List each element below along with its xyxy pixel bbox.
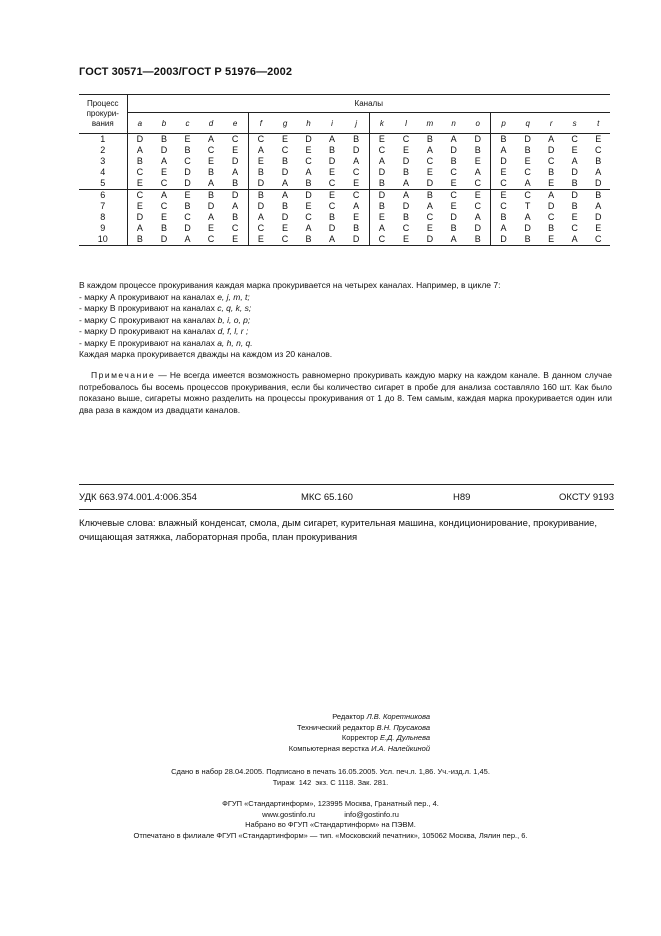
brand-cell: D <box>328 156 336 166</box>
print-details <box>0 767 661 788</box>
table-row <box>79 145 610 156</box>
brand-cell: A <box>232 167 239 177</box>
channel-header-a: a <box>127 113 152 134</box>
brand-cell: E <box>161 212 168 222</box>
brand-cell: C <box>524 190 531 200</box>
brand-cell: C <box>231 223 239 233</box>
brand-cell: A <box>136 223 143 233</box>
table-row <box>79 223 610 234</box>
brand-cell: D <box>369 167 394 178</box>
brand-cell: B <box>127 234 152 246</box>
brand-cell: E <box>305 201 312 211</box>
brand-cell: B <box>403 212 410 222</box>
process-number: 6 <box>79 190 127 202</box>
brand-cell: B <box>516 234 539 246</box>
brand-cell: D <box>402 201 410 211</box>
brand-cell: C <box>369 145 394 156</box>
table-row <box>79 156 610 167</box>
brand-cell: E <box>369 134 394 146</box>
brand-cell: D <box>231 156 239 166</box>
process-number: 3 <box>79 156 127 167</box>
brand-cell: E <box>282 134 289 144</box>
brand-cell: D <box>176 178 199 190</box>
print-line-1: Сдано в набор 28.04.2005. Подписано в печать 16.05.2005. Усл. печ.л. 1,86. Уч.-изд.л. 1,45. <box>171 767 490 776</box>
brand-cell: A <box>426 201 433 211</box>
brand-cell: B <box>403 167 410 177</box>
brand-cell: E <box>426 167 433 177</box>
brand-cell: B <box>450 223 457 233</box>
brand-cell: A <box>571 156 578 166</box>
brand-cell: D <box>231 190 239 200</box>
brand-cell: C <box>281 145 289 155</box>
brand-cell: E <box>442 178 465 190</box>
brand-cell: A <box>474 167 481 177</box>
staff-line <box>289 723 430 734</box>
brand-cell: E <box>353 212 360 222</box>
publisher-line-2: www.gostinfo.ru info@gostinfo.ru <box>262 809 399 819</box>
publisher-line-1: ФГУП «Стандартинформ», 123995 Москва, Гранатный пер., 4. <box>222 799 439 808</box>
channel-header-m: m <box>418 113 442 134</box>
brand-cell: C <box>426 212 434 222</box>
channel-header-i: i <box>320 113 343 134</box>
brand-cell: C <box>524 167 531 177</box>
brand-cell: B <box>548 223 555 233</box>
brand-cell: B <box>161 134 168 144</box>
brand-cell: B <box>491 212 516 223</box>
brand-cell: C <box>465 178 490 190</box>
brand-cell: C <box>402 134 410 144</box>
brand-cell: D <box>344 234 369 246</box>
brand-cell: B <box>465 234 490 246</box>
channel-header-g: g <box>273 113 296 134</box>
separator-middle <box>79 509 614 510</box>
brand-cell: A <box>491 145 516 156</box>
brand-cell: B <box>353 134 360 144</box>
brand-cell: E <box>524 156 531 166</box>
brand-cell: D <box>571 190 578 200</box>
brand-cell: A <box>426 145 433 155</box>
brand-cell: B <box>232 212 239 222</box>
brand-cell: B <box>548 167 555 177</box>
brand-cell: E <box>394 234 417 246</box>
brand-cell: D <box>547 145 555 155</box>
brand-cell: B <box>595 190 602 200</box>
brand-cell: C <box>491 201 516 212</box>
staff-line <box>289 733 430 744</box>
note-text: — Не всегда имеется возможность равномерно прокуривать каждую марку на каждом канале. В данном случае потребовалось бы восемь процессов прокуривания, если бы количество сигарет в пробе для анализа составляло 160 шт. Как было показано выше, сигареты можно разделить на процессы прокуривания от 1 до 8. Тем самым, каждая марка прокуривается один или два раза в каждом из двадцати каналов. <box>79 370 612 415</box>
channel-header-r: r <box>539 113 562 134</box>
item-channels: e, j, m, t; <box>217 291 250 302</box>
brand-cell: E <box>403 145 410 155</box>
brand-cell: A <box>442 234 465 246</box>
brand-cell: A <box>232 201 239 211</box>
brand-cell: A <box>329 134 336 144</box>
brand-cell: B <box>184 201 191 211</box>
brand-cell: D <box>524 223 531 233</box>
brand-cell: E <box>539 234 562 246</box>
brand-cell: E <box>136 201 143 211</box>
brand-cell: A <box>207 212 214 222</box>
brand-cell: E <box>305 145 312 155</box>
brand-cell: B <box>524 145 531 155</box>
brand-cell: E <box>426 223 433 233</box>
brand-cell: D <box>418 178 442 190</box>
item-channels: d, f, l, r ; <box>217 326 249 336</box>
channel-header-s: s <box>563 113 586 134</box>
brand-cell: D <box>352 145 360 155</box>
channel-header-f: f <box>248 113 273 134</box>
brand-cell: E <box>491 190 516 202</box>
brand-cell: C <box>547 212 555 222</box>
brand-cell: A <box>282 190 289 200</box>
table-row <box>79 178 610 190</box>
process-column-header: Процесс прокури- вания <box>79 95 127 134</box>
note-paragraph <box>79 370 612 416</box>
item-channels: c, q, k, s; <box>217 303 252 313</box>
brand-cell: C <box>571 223 578 233</box>
brand-cell: E <box>184 190 191 200</box>
brand-cell: C <box>305 156 312 166</box>
brand-cell: B <box>595 156 602 166</box>
channel-header-h: h <box>297 113 320 134</box>
brand-cell: B <box>207 190 214 200</box>
brand-cell: B <box>161 223 168 233</box>
channel-header-q: q <box>516 113 539 134</box>
process-number: 2 <box>79 145 127 156</box>
brand-cell: C <box>160 201 168 211</box>
brand-cell: E <box>491 167 516 178</box>
staff-role: Корректор <box>341 733 381 742</box>
table-row <box>79 190 610 202</box>
brand-cell: E <box>223 234 248 246</box>
channel-header-n: n <box>442 113 465 134</box>
brand-cell: D <box>491 234 516 246</box>
brand-cell: D <box>450 145 457 155</box>
brand-cell: C <box>328 201 336 211</box>
brand-cell: D <box>594 212 602 222</box>
channel-header-l: l <box>394 113 417 134</box>
item-prefix: - марку Е прокуривают на каналах <box>79 337 218 348</box>
brand-cell: A <box>353 201 360 211</box>
brand-cell: C <box>352 190 360 200</box>
process-number: 8 <box>79 212 127 223</box>
brand-cell: C <box>369 234 394 246</box>
brand-channel-list <box>79 292 612 350</box>
brand-cell: C <box>273 234 296 246</box>
brand-cell: C <box>152 178 175 190</box>
brand-cell: A <box>176 234 199 246</box>
mks-code: МКС 65.160 <box>301 492 353 503</box>
brand-cell: E <box>127 178 152 190</box>
brand-cell: E <box>595 223 602 233</box>
brand-cell: D <box>248 201 273 212</box>
brand-channel-item <box>79 338 612 350</box>
brand-cell: C <box>305 212 312 222</box>
brand-cell: A <box>450 134 457 144</box>
brand-cell: A <box>248 145 273 156</box>
brand-cell: D <box>474 134 482 144</box>
brand-cell: E <box>595 134 602 144</box>
brand-cell: A <box>524 212 531 222</box>
publisher-line-4: Отпечатано в филиале ФГУП «Стандартинформ» — тип. «Московский печатник», 105062 Москва, Лялин пер., 6. <box>133 830 528 840</box>
brand-cell: B <box>282 201 289 211</box>
table-header-row <box>79 95 610 113</box>
brand-cell: A <box>136 145 143 155</box>
publisher-details <box>0 799 661 841</box>
process-number: 9 <box>79 223 127 234</box>
brand-cell: A <box>474 212 481 222</box>
brand-cell: A <box>305 223 312 233</box>
brand-cell: E <box>282 223 289 233</box>
brand-cell: C <box>547 156 555 166</box>
brand-cell: C <box>184 156 191 166</box>
staff-name: Л.В. Коретникова <box>366 712 430 721</box>
brand-cell: B <box>248 190 273 202</box>
brand-cell: D <box>136 212 144 222</box>
table-row <box>79 234 610 246</box>
brand-cell: D <box>369 190 394 202</box>
staff-role: Технический редактор <box>296 722 377 732</box>
brand-cell: B <box>369 201 394 212</box>
staff-line <box>289 744 430 755</box>
brand-cell: D <box>547 201 555 211</box>
brand-cell: A <box>595 201 602 211</box>
brand-cell: E <box>161 167 168 177</box>
brand-cell: E <box>571 212 578 222</box>
brand-cell: B <box>474 145 481 155</box>
brand-cell: D <box>281 167 289 177</box>
brand-cell: B <box>223 178 248 190</box>
brand-cell: D <box>571 167 578 177</box>
brand-cell: A <box>403 190 410 200</box>
brand-cell: C <box>426 156 434 166</box>
brand-cell: C <box>450 167 457 177</box>
brand-cell: C <box>352 167 360 177</box>
brand-cell: C <box>450 190 457 200</box>
staff-role: Компьютерная верстка <box>288 743 372 753</box>
channel-letters-row <box>79 113 610 134</box>
channel-header-t: t <box>586 113 610 134</box>
separator-top <box>79 484 614 485</box>
brand-cell: B <box>136 156 143 166</box>
item-channels: b, i, o, p; <box>217 314 251 325</box>
brand-cell: E <box>232 145 239 155</box>
item-prefix: - марку D прокуривают на каналах <box>79 326 218 336</box>
summary-paragraph: Каждая марка прокуривается дважды на каждом из 20 каналов. <box>79 349 333 359</box>
process-number: 10 <box>79 234 127 246</box>
brand-cell: E <box>184 134 191 144</box>
brand-cell: C <box>136 167 144 177</box>
brand-cell: B <box>426 134 433 144</box>
brand-cell: D <box>586 178 610 190</box>
brand-cell: D <box>136 134 144 144</box>
brand-cell: B <box>282 156 289 166</box>
okstu-code: ОКСТУ 9193 <box>559 492 614 503</box>
brand-cell: D <box>184 167 191 177</box>
brand-cell: D <box>152 234 175 246</box>
brand-cell: B <box>184 145 191 155</box>
brand-cell: D <box>160 145 168 155</box>
brand-cell: B <box>369 178 394 190</box>
brand-cell: C <box>207 145 215 155</box>
brand-channel-item <box>79 315 612 327</box>
brand-cell: A <box>305 167 312 177</box>
brand-cell: B <box>329 212 336 222</box>
brand-cell: A <box>491 223 516 234</box>
brand-cell: E <box>571 145 578 155</box>
brand-cell: E <box>329 190 336 200</box>
brand-cell: D <box>491 156 516 167</box>
brand-channel-item <box>79 303 612 315</box>
process-number: 1 <box>79 134 127 146</box>
publisher-line-3: Набрано во ФГУП «Стандартинформ» на ПЭВМ. <box>245 820 416 829</box>
note-label: Примечание <box>91 370 156 380</box>
channel-header-j: j <box>344 113 369 134</box>
brand-cell: C <box>231 134 239 144</box>
brand-cell: E <box>248 156 273 167</box>
brand-cell: C <box>184 212 191 222</box>
channel-header-p: p <box>491 113 516 134</box>
brand-cell: D <box>281 212 289 222</box>
brand-cell: A <box>548 190 555 200</box>
brand-cell: C <box>586 234 610 246</box>
brand-cell: A <box>516 178 539 190</box>
brand-cell: A <box>369 156 394 167</box>
brand-cell: B <box>297 178 320 190</box>
brand-cell: E <box>539 178 562 190</box>
brand-cell: C <box>402 223 410 233</box>
brand-cell: B <box>450 156 457 166</box>
brand-cell: B <box>426 190 433 200</box>
table-row <box>79 134 610 146</box>
item-prefix: - марку А прокуривают на каналах <box>79 291 218 302</box>
brand-cell: C <box>248 223 273 234</box>
process-number: 4 <box>79 167 127 178</box>
channel-header-o: o <box>465 113 490 134</box>
brand-cell: A <box>161 190 168 200</box>
channels-header: Каналы <box>127 95 610 113</box>
channel-header-e: e <box>223 113 248 134</box>
brand-channel-item <box>79 326 612 338</box>
brand-cell: E <box>474 156 481 166</box>
staff-name: Е.Д. Дульнева <box>380 733 430 742</box>
explanation-text <box>79 280 612 361</box>
brand-cell: E <box>344 178 369 190</box>
staff-line <box>289 712 430 723</box>
group-code: Н89 <box>453 492 471 503</box>
brand-cell: C <box>571 134 578 144</box>
brand-cell: B <box>563 178 586 190</box>
brand-cell: D <box>474 223 482 233</box>
intro-paragraph: В каждом процессе прокуривания каждая марка прокуривается на четырех каналах. Например, в цикле 7: <box>79 280 501 290</box>
staff-role: Редактор <box>332 712 367 721</box>
brand-cell: T <box>524 201 531 211</box>
brand-cell: A <box>273 178 296 190</box>
editorial-staff <box>289 712 430 754</box>
brand-cell: A <box>199 178 222 190</box>
channel-header-b: b <box>152 113 175 134</box>
brand-cell: E <box>329 167 336 177</box>
brand-cell: A <box>369 223 394 234</box>
brand-cell: B <box>297 234 320 246</box>
brand-cell: D <box>305 134 312 144</box>
brand-cell: A <box>320 234 343 246</box>
brand-cell: A <box>548 134 555 144</box>
brand-cell: C <box>199 234 222 246</box>
brand-cell: B <box>207 167 214 177</box>
brand-cell: C <box>474 201 482 211</box>
brand-cell: C <box>136 190 144 200</box>
brand-cell: D <box>305 190 312 200</box>
brand-cell: C <box>594 145 602 155</box>
brand-cell: E <box>474 190 481 200</box>
brand-cell: D <box>207 201 215 211</box>
brand-cell: E <box>248 234 273 246</box>
channel-header-d: d <box>199 113 222 134</box>
brand-channel-item <box>79 292 612 304</box>
brand-cell: D <box>328 223 336 233</box>
brand-cell: C <box>320 178 343 190</box>
table-body <box>79 134 610 246</box>
table-row <box>79 212 610 223</box>
brand-cell: E <box>207 223 214 233</box>
brand-cell: D <box>248 178 273 190</box>
brand-cell: D <box>418 234 442 246</box>
print-line-2: Тираж 142 экз. С 1118. Зак. 281. <box>272 777 389 787</box>
udk-code: УДК 663.974.001.4:006.354 <box>79 492 197 503</box>
item-prefix: - марку С прокуривают на каналах <box>79 314 218 325</box>
brand-cell: A <box>353 156 360 166</box>
brand-cell: D <box>450 212 457 222</box>
item-prefix: - марку В прокуривают на каналах <box>79 303 218 313</box>
brand-cell: B <box>248 167 273 178</box>
brand-cell: B <box>329 145 336 155</box>
process-number: 7 <box>79 201 127 212</box>
brand-cell: E <box>450 201 457 211</box>
item-channels: a, h, n, q. <box>217 337 253 348</box>
smoking-plan-table <box>79 94 610 246</box>
brand-cell: A <box>394 178 417 190</box>
brand-cell: D <box>402 156 410 166</box>
brand-cell: A <box>161 156 168 166</box>
brand-cell: E <box>369 212 394 223</box>
brand-cell: B <box>571 201 578 211</box>
brand-cell: E <box>207 156 214 166</box>
brand-cell: B <box>491 134 516 146</box>
channel-header-c: c <box>176 113 199 134</box>
brand-cell: A <box>595 167 602 177</box>
document-header: ГОСТ 30571—2003/ГОСТ Р 51976—2002 <box>79 66 293 78</box>
staff-name: В.Н. Прусакова <box>376 722 430 732</box>
brand-cell: A <box>207 134 214 144</box>
channel-header-k: k <box>369 113 394 134</box>
process-number: 5 <box>79 178 127 190</box>
brand-cell: A <box>248 212 273 223</box>
brand-cell: A <box>563 234 586 246</box>
brand-cell: D <box>184 223 191 233</box>
staff-name: И.А. Налейкиной <box>371 743 430 753</box>
keywords: Ключевые слова: влажный конденсат, смола, дым сигарет, курительная машина, кондиционирование, прокуривание, очищающая затяжка, лабораторная проба, план прокуривания <box>79 518 598 543</box>
brand-cell: C <box>491 178 516 190</box>
brand-cell: B <box>353 223 360 233</box>
table-row <box>79 167 610 178</box>
brand-cell: C <box>248 134 273 146</box>
table-row <box>79 201 610 212</box>
brand-cell: D <box>524 134 531 144</box>
